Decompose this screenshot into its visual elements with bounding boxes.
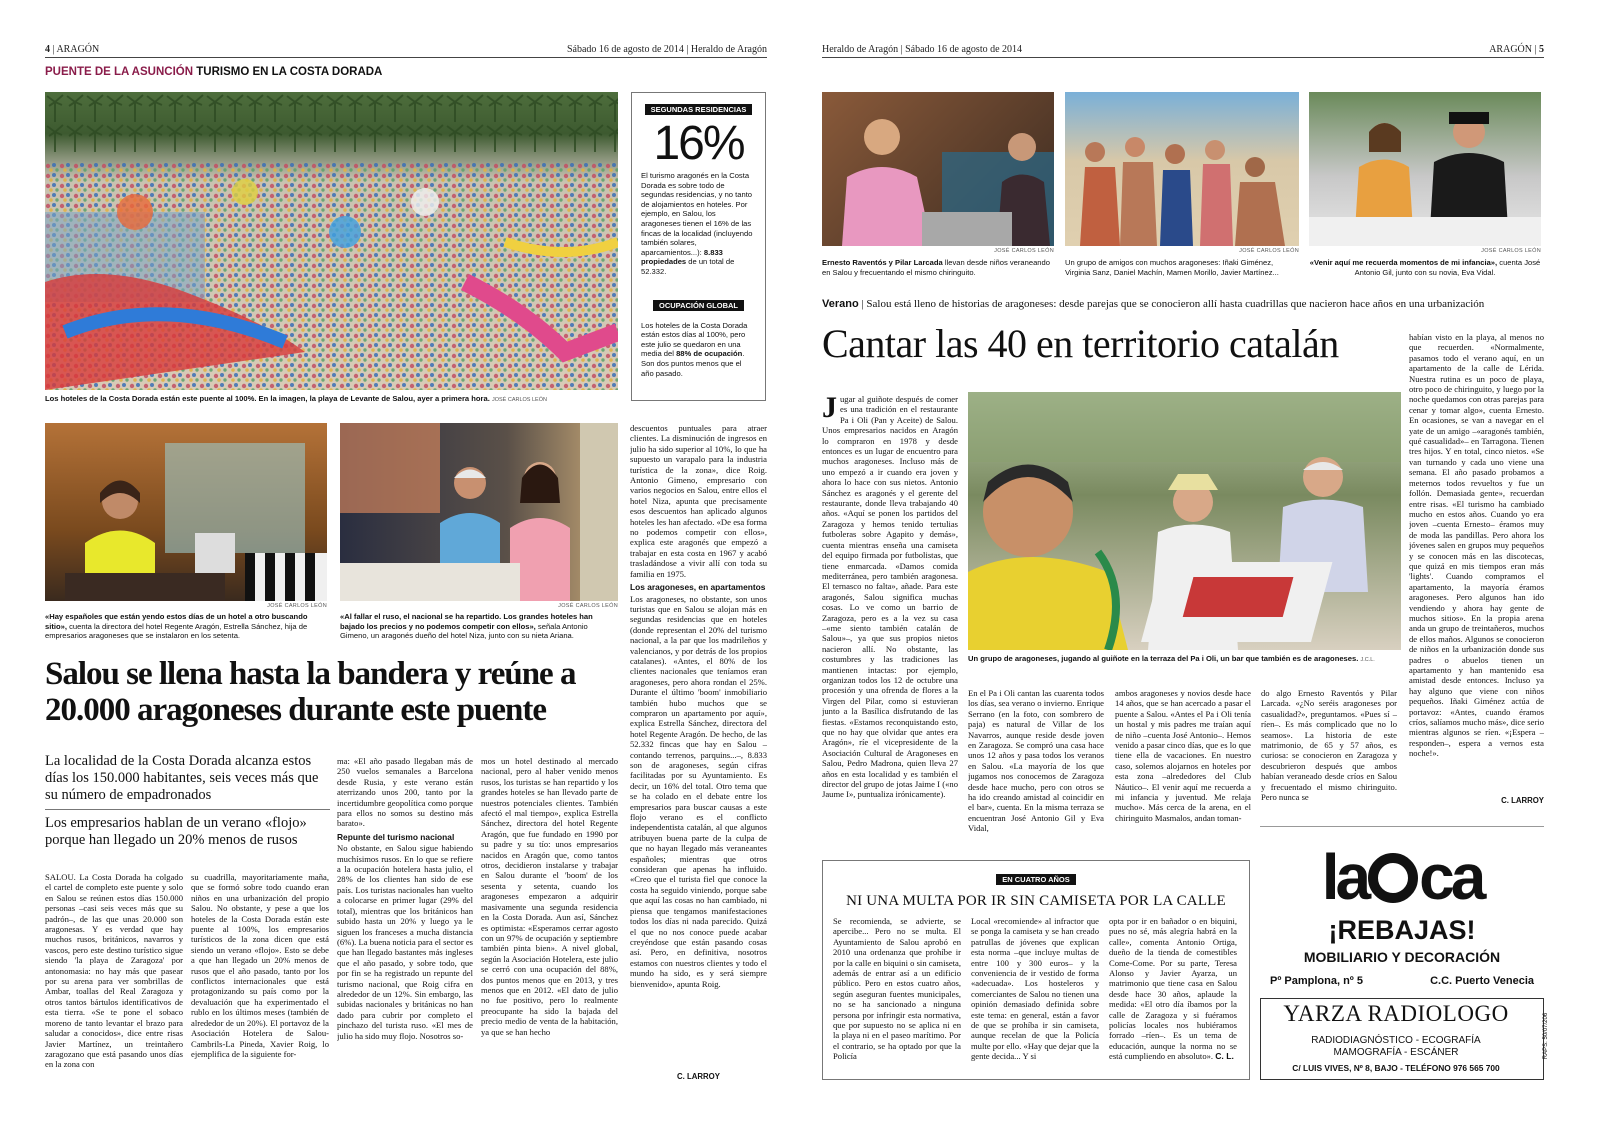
photo3-credit: JOSÉ CARLOS LEÓN [558,603,618,609]
left-signature: C. LARROY [677,1072,720,1081]
yarza-line-1: RADIODIAGNÓSTICO - ECOGRAFÍA [1311,1035,1481,1046]
stats-sidebar [631,92,766,401]
top-photo-caption-2: Un grupo de amigos con muchos aragoneses: Iñaki Giménez, Virginia Sanz, Daniel Machín, Mamen Morillo, Javier Martínez... [1065,258,1279,277]
header-date: Sábado 16 de agosto de 2014 | Heraldo de Aragón [566,44,767,55]
yarza-line-2: MAMOGRAFÍA - ESCÁNER [1333,1047,1459,1058]
goose-icon [1368,853,1418,903]
right-signature: C. LARROY [1501,796,1544,805]
deck-1: La localidad de la Costa Dorada alcanza estos días los 150.000 habitantes, seis veces más que su número de empadronados [45,753,330,810]
camiseta-tag: EN CUATRO AÑOS [996,874,1076,885]
hotel-owner-photo [340,423,618,601]
yarza-side-code: RAPS: 50/07/206 [1542,1012,1549,1060]
beach-scene-illustration [45,92,618,390]
right-headline: Cantar las 40 en territorio catalán [822,321,1339,366]
top-photo-caption-3: «Venir aquí me recuerda momentos de mi infancia», cuenta José Antonio Gil, junto con su novia, Eva Vidal. [1309,258,1541,277]
section-kicker: PUENTE DE LA ASUNCIÓN TURISMO EN LA COSTA DORADA [45,66,383,78]
top-photo-caption-1: Ernesto Raventós y Pilar Larcada llevan desde niños veraneando en Salou y frecuentando el mismo chiringuito. [822,258,1050,277]
photo2-caption: «Hay españoles que están yendo estos días de un hotel a otro buscando sitio», cuenta la directora del hotel Regente Aragón, Estrella Sánchez, hija de empresarios aragoneses que se instalaron en los setenta. [45,612,308,640]
beach-photo-caption: Los hoteles de la Costa Dorada están este puente al 100%. En la imagen, la playa de Levante de Salou, ayer a primera hora. JOSÉ CARLOS LEÓN [45,394,547,403]
left-column-5: descuentos puntuales para atraer clientes. La disminución de ingresos en julio ha sido superior al 10%, lo que ha supuesto un varapalo para la industria turística de la zona», dice Roig. Antonio Gimeno, empresario con varios negocios en Salou, entre ellos el hotel Niza, apunta que precisamente esos descuentos han aplicado algunos hoteles les han afectado. «De esa forma no podemos competir con ellos», explica este aragonés que empezó a trabajar en esta costa en 1967 y acabó trasladándose a vivir allí con toda su familia en 1975. Los aragoneses, en apartamentos Los aragoneses, no obstante, son unos turistas que en Salou se alojan más en segundas residencias que en hoteles (donde representan el 20% del turismo nacional, a la par que los madrileños y valencianos, y por detrás de los propios catalanes). «Antes, el 80% de los clientes nacionales que teníamos eran aragoneses, pero ahora rondan el 25%. Durante el último 'boom' inmobiliario también hubo muchos que se compraron un apartamento por aquí», explica Estrella Sánchez, directora del hotel Regente Aragón. De hecho, de las 52.332 fincas que hay en Salou –contando terrenos, parquins...–, 8.833 son de aragoneses, según cifras facilitadas por su Ayuntamiento. Es decir, un 16% del total. Otro tema que se ha colado en el debate entre los empresarios para buscar causas a este flojo verano es el conflicto independentista catalán, al que algunos atribuyen buena parte de la culpa de que no hayan llegado más veraneantes españoles; mientras que otros consideran que apenas ha influido. «Creo que el turista fiel que conoce la costa ha seguido viniendo, porque sabe que aquí las cosas no han cambiado, ni piensa que tengamos manifestaciones todos los días ni nada parecido. Quizá el que no nos conoce puede acabar creyéndose que están pasando cosas así. Pero, en definitiva, nosotros estamos con nuestros clientes y todo el mundo ha sido, es y será siempre bienvenido», apunta Roig. [630,423,767,989]
guinote-players-photo [968,392,1401,650]
left-column-2: su cuadrilla, mayoritariamente maña, que se formó sobre todo cuando eran niños en una urbanización del propio Salou. No obstante, y pese a que los hoteles de la Costa Dorada están este puente al 100%, los empresarios turísticos de la zona dicen que está siendo un verano «flojo». Esto se debe a que han llegado un 20% menos de rusos que el año pasado, tanto por los conflictos internacionales que está protagonizando su país como por la devaluación que ha experimentado el rublo en los últimos meses (también de alrededor de un 20%). El portavoz de la Asociación Hotelera de Salou-Cambrils-La Pineda, Xavier Roig, lo ejemplifica de la siguiente for- [191,872,329,1059]
left-column-1: SALOU. La Costa Dorada ha colgado el cartel de completo este puente y solo en Salou se reúnen estos días 150.000 personas –casi seis veces más que su padrón–, de las que unas 20.000 son aragonesas. Y es verdad que hay muchos rusos, británicos, navarros y vascos, pero este destino turístico sigue siendo 'la playa de Zaragoza' por antonomasia: no hay más que pasear por su arena para ver sombrillas de Ambar, toallas del Real Zaragoza y otros tantos bártulos identificativos de esta tierra. «Se te pone el sobaco moreno de tanto levantar el brazo para saludar a conocidos», dice entre risas Javier Martínez, un treintañero zaragozano que está pasando unos días en la zona con [45,872,183,1070]
camiseta-title: NI UNA MULTA POR IR SIN CAMISETA POR LA CALLE [846,893,1226,909]
right-column-d: do algo Ernesto Raventós y Pilar Larcada. «¿No seréis aragoneses por casualidad?», preguntamos. «Pues sí –ríen–. Es más complicado que no lo seamos». La historia de este matrimonio, de 65 y 57 años, es curiosa: se conocieron en Zaragoza y descubrieron después que ambos habían veraneado desde críos en Salou y frecuentado el mismo chiringuito. Pero nunca se [1261,688,1397,803]
right-column-a: J ugar al guiñote después de comer es una tradición en el restaurante Pa i Oli (Pan y Aceite) de Salou. Unos empresarios nacidos en Aragón lo compraron en 1978 y desde entonces es un lugar de encuentro para muchos aragoneses. Incluso más de uno empezó a ir cuando era joven y ahora lo hace con sus nietos. Antonio Sánchez es aragonés y el gerente del restaurante, donde lleva trabajando 40 años. «Aquí se ponen los partidos del Zaragoza y hemos tenido tertulias futboleras sobre Agapito y demás», cuenta mientras enseña una camiseta del equipo firmada por futbolistas, que tiene enmarcada. «Damos comida mediterránea, pero también aragonesa. El ternasco no falta», añade. Para este aragonés, Salou significa muchas cosas. Lo ve como un barrio de Zaragoza, pero es a la vez su casa –«me siento también catalán de Salou»–, ya que sus propios nietos nacieron allí. No obstante, las costumbres y las tradiciones las mantienen intactas: por ejemplo, organizan todos los 12 de octubre una procesión y una ofrenda de flores a la Virgen del Pilar, como si estuvieran junto a la Basílica disfrutando de las fiestas. «Estamos reconquistando esto, que no hay que olvidar que antes era Aragón», ríe el vicepresidente de la Asociación Cultural de Aragoneses en Salou, Pedro Madrona, quien lleva 27 años en esta localidad y es también el director del grupo de jotas Jaime I («no Jaume I», puntualiza irónicamente). [822,394,958,800]
camiseta-box [822,860,1250,1080]
top-photo-credit-3: JOSÉ CARLOS LEÓN [1481,248,1541,254]
top-photo-credit-1: JOSÉ CARLOS LEÓN [994,248,1054,254]
friends-beach-photo [1065,92,1299,246]
la-oca-logo: la ca [1321,841,1483,913]
sidebar-tag-residencias: SEGUNDAS RESIDENCIAS [645,104,753,115]
page-number-section: 4 | ARAGÓN [45,44,100,55]
young-couple-photo [1309,92,1541,246]
la-oca-address: Pº Pamplona, nº 5 C.C. Puerto Venecia [1270,975,1534,987]
mobiliario-text: MOBILIARIO Y DECORACIÓN [1303,949,1501,965]
yarza-address: C/ LUIS VIVES, Nº 8, BAJO - TELÉFONO 976 565 700 [1292,1063,1500,1073]
right-page [790,0,1600,1125]
owner-granddaughter-illustration [340,423,618,601]
beach-photo [45,92,618,390]
box-column-1: Se recomienda, se advierte, se apercibe... Pero no se multa. El Ayuntamiento de Salou aprobó en 2010 una ordenanza que prohíbe ir por la calle en biquini o sin camiseta, además de entrar así a un edificio público. Pero en estos cuatro años, según aseguran fuentes municipales, no se ha sancionado a ninguna persona por infringir esta normativa, que por supuesto no se aplica ni en la playa ni en el paseo marítimo. Por el contrario, se ha optado por que la Policía [833,916,961,1062]
right-column-c: ambos aragoneses y novios desde hace 14 años, que se han acercado a pasar el puente a Salou. «Antes el Pa i Oli tenía un hostal y mis padres me traían aquí de niño –cuenta José Antonio–. Hemos venido a pasar cinco días, que es lo que tiene ella de vacaciones. En nuestro caso, solemos alojarnos en hoteles por esta zona –alrededores del Club Náutico–. El venir aquí me recuerda a mi infancia y juventud. Me relaja mucho». Más cerca de la arena, en el chiringuito Masmalos, andan toman- [1115,688,1251,823]
card-players-illustration [968,392,1401,650]
top-photo-credit-2: JOSÉ CARLOS LEÓN [1239,248,1299,254]
right-column-e: habían visto en la playa, al menos no que recuerden. «Normalmente, pasamos todo el verano aquí, en un apartamento de la calle de Lérida. Nuestra rutina es un poco de playa, otro poco de chiringuito, y luego por la noche quedamos con otras parejas para cenar y tomar algo», cuenta Ernesto. En ocasiones, se van a navegar en el yate de un amigo –«aragonés también, qué casualidad»– en Tarragona. Tienen tres hijos. Y en total, cinco nietos. «Se van turnando y cada uno viene una semana. El año pasado probamos a meternos todos revueltos y fue un follón. Demasiada gente», recuerdan entre risas. «El turismo ha cambiado mucho en estos años. Cuando yo era joven –cuenta Ernesto– éramos muy de moda las pandillas. Pero ahora los jóvenes salen en grupos muy pequeños y se conocen más en las discotecas, que quizá en mis tiempos eran más 'lights'. Cuando compramos el apartamento, la mayoría éramos aragoneses. Pero algunos han ido vendiendo y ahora hay gente de muchos sitios». En la propia arena anda un grupo de treintañeros, muchos de ellos maños. Algunos se conocieron de niños en la urbanización donde sus padres o abuelos tienen un apartamento y han mantenido esa amistad desde entonces. Incluso ya hay alguno que viene con niños pequeños. Iñaki Giménez actúa de portavoz: «Antes, cuando éramos críos, salíamos mucho más», dice serio mientras algunos se ríen. «¡Espera –responden–, espera a vernos esta noche!». [1409,332,1544,759]
left-column-4: mos un hotel destinado al mercado nacional, pero al haber venido menos rusos, los turistas se han repartido y los grandes hoteles se han llevado parte de nuestros potenciales clientes. También afectó el mal tiempo», explica Estrella Sánchez, directora del hotel Regente Aragón, que fue fundado en 1990 por su padre y su tío: unos empresarios nacidos en Aragón que, como tantos otros, decidieron instalarse y trabajar en Salou durante el 'boom' de los sesenta y setenta, cuando los aragoneses empezaron a adquirir masivamente una segunda residencia en la Costa Dorada. Aun así, Sánchez es optimista: «Esperamos cerrar agosto con un 97% de ocupación y septiembre también pinta bien». A nivel global, según la Asociación Hotelera, este julio se cerró con una ocupación del 88%, dos puntos menos que en 2013, y tres menos que en 2012. «El dato de julio no fue positivo, pero lo realmente preocupante ha sido la bajada del precio medio de venta de la habitación, ya que se han hecho [481,756,618,1037]
big-photo-caption: Un grupo de aragoneses, jugando al guiñote en la terraza del Pa i Oli, un bar que también es de aragoneses. J.C.L. [968,654,1375,663]
page-number-section-right: ARAGÓN | 5 [1489,44,1544,55]
sidebar-text-1: El turismo aragonés en la Costa Dorada es sobre todo de segundas residencias, y no tanto de alojamientos en hoteles. Por ejemplo, en Salou, los aragoneses tienen el 16% de las fincas de la localidad (incluyendo también solares, aparcamientos...): 8.833 propiedades de un total de 52.332. [641,171,753,276]
left-headline: Salou se llena hasta la bandera y reúne a 20.000 aragoneses durante este puente [45,656,576,728]
right-column-b: En el Pa i Oli cantan las cuarenta todos los días, sea verano o invierno. Enrique Serrano (en la foto, con sombrero de paja) es natural de Villar de los Navarros, aunque reside desde joven en Zaragoza. Se compró una casa hace unos 12 años y pasa todos los veranos en Salou. «La mayoría de los que jugamos nos conocemos de Zaragoza desde hace mucho, pero con otros se ha ido creando amistad al coincidir en el bar», cuenta. En la misma terraza se encuentran José Antonio Gil y Eva Vidal, [968,688,1104,834]
friends-group-illustration [1065,92,1299,246]
header-date-right: Heraldo de Aragón | Sábado 16 de agosto de 2014 [822,44,1023,55]
right-kicker: Verano | Salou está lleno de historias de aragoneses: desde parejas que se conocieron allí hasta cuadrillas que nacieron hace años en una urbanización [822,298,1485,310]
couple-illustration [822,92,1054,246]
sidebar-tag-ocupacion: OCUPACIÓN GLOBAL [653,300,744,311]
right-page-header [822,44,1544,58]
sidebar-big-number: 16% [653,117,744,170]
box-column-2: Local «recomiende» al infractor que se ponga la camiseta y se han creado patrullas de jóvenes que explican esta norma –que incluye multas de entre 100 y 300 euros– y la conveniencia de ir vestido de forma «adecuada». Los hosteleros y comerciantes de Salou no tienen una opinión demasiado definida sobre este tema: en general, están a favor de que se prohíba ir sin camiseta, aunque recelan de que la Policía multe por ello. «Hay que dejar que la gente decida... Y si [971,916,1099,1062]
la-oca-ad [1260,826,1544,992]
subhead-repunte: Repunte del turismo nacional [337,831,455,842]
yarza-title: YARZA RADIOLOGO [1283,1001,1509,1026]
hotel-lobby-illustration [45,423,327,601]
sidebar-text-2: Los hoteles de la Costa Dorada están estos días al 100%, pero este julio se quedaron en una media del 88% de ocupación. Son dos puntos menos que el año pasado. [641,320,748,378]
photo2-credit: JOSÉ CARLOS LEÓN [267,603,327,609]
left-page [0,0,790,1125]
deck-2: Los empresarios hablan de un verano «flojo» porque han llegado un 20% menos de rusos [45,815,307,848]
box-column-3: opta por ir en bañador o en biquini, pues no sé, más alegría habrá en la calle», comenta Antonio Ortiga, dueño de la tienda de comestibles Come-Come. Por su parte, Teresa Alonso y Javier Ayarza, un matrimonio que tiene casa en Salou desde hace 30 años, aplaude la medida: «El otro día íbamos por la calle de Zaragoza y si fuéramos policías locales nos hubiéramos forrado –ríen–. Es un tema de educación, aunque la norma no se está cumpliendo en absoluto». C. L. [1109,916,1237,1062]
photo3-caption: «Al fallar el ruso, el nacional se ha repartido. Los grandes hoteles han bajado los precios y no podemos competir con ellos», señala Antonio Gimeno, un aragonés dueño del hotel Niza, junto con su nieta Ariana. [340,612,593,640]
hotel-director-photo [45,423,327,601]
rebajas-text: ¡REBAJAS! [1328,915,1476,945]
subhead-apartamentos: Los aragoneses, en apartamentos [630,582,766,593]
drop-cap: J [822,394,837,424]
left-column-3: ma: «El año pasado llegaban más de 250 vuelos semanales a Barcelona desde Rusia, y este verano están aterrizando unos 200, tanto por la incertidumbre geopolítica como porque para ellos no somos su destino más barato». Repunte del turismo nacional No obstante, en Salou sigue habiendo muchísimos rusos. En lo que se refiere a la ocupación hotelera hasta julio, el 28% de los clientes han sido de ese país. Los turistas nacionales han vuelto a colocarse en primer lugar (29% del total), mientras que los británicos han subido hasta un 20% y luego ya le siguen los franceses a mucha distancia (6%). La buena noticia para el sector es que han llegado bastantes más ingleses que el año pasado, y sobre todo, que por fin se ha registrado un repunte del turismo nacional, que Roig cifra en alrededor de un 12%. Sin embargo, las subidas nacionales y británicas no han dado para cubrir por completo el pinchazo del turista ruso. «El mes de julio ha sido muy flojo. Nosotros so- [337,756,473,1041]
yarza-ad [1260,998,1549,1080]
left-page-header [45,44,767,58]
couple-chiringuito-photo [822,92,1054,246]
young-couple-illustration [1309,92,1541,246]
